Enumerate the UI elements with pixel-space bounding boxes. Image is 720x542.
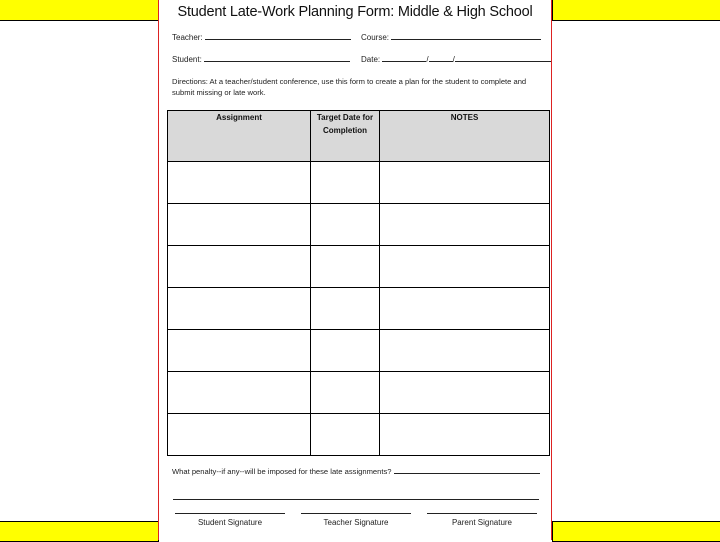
table-row — [168, 288, 550, 330]
assignment-cell[interactable] — [168, 330, 311, 372]
assignment-table — [167, 110, 550, 456]
yellow-band-top-right — [552, 0, 720, 21]
student-blank[interactable] — [204, 54, 350, 62]
yellow-band-bottom-left — [0, 521, 159, 542]
target-date-cell[interactable] — [311, 330, 380, 372]
course-field[interactable] — [361, 32, 541, 42]
form-page — [158, 0, 552, 540]
assignment-cell[interactable] — [168, 246, 311, 288]
target-date-cell[interactable] — [311, 162, 380, 204]
teacher-field[interactable] — [172, 32, 351, 42]
target-date-cell[interactable] — [311, 288, 380, 330]
penalty-label: What penalty--if any--will be imposed for these late assignments? — [172, 467, 392, 476]
date-day-blank[interactable] — [429, 54, 453, 62]
date-year-blank[interactable] — [455, 54, 551, 62]
assignment-cell[interactable] — [168, 372, 311, 414]
date-field[interactable]: Date: / / — [361, 54, 551, 64]
table-row — [168, 372, 550, 414]
parent-signature-label: Parent Signature — [451, 518, 513, 527]
parent-signature-block[interactable] — [423, 513, 541, 527]
student-signature-line[interactable] — [175, 513, 285, 514]
form-title: Student Late-Work Planning Form: Middle & High School — [177, 4, 533, 20]
teacher-blank[interactable] — [205, 32, 351, 40]
penalty-blank[interactable] — [394, 466, 540, 474]
penalty-question[interactable] — [172, 466, 540, 476]
date-month-blank[interactable] — [382, 54, 426, 62]
table-row — [168, 246, 550, 288]
date-label: Date: — [361, 55, 381, 64]
target-date-cell[interactable] — [311, 414, 380, 456]
teacher-signature-line[interactable] — [301, 513, 411, 514]
teacher-signature-block[interactable] — [297, 513, 415, 527]
notes-cell[interactable] — [380, 414, 550, 456]
teacher-signature-label: Teacher Signature — [323, 518, 389, 527]
course-blank[interactable] — [391, 32, 541, 40]
table-row — [168, 414, 550, 456]
assignment-cell[interactable] — [168, 414, 311, 456]
student-signature-label: Student Signature — [197, 518, 263, 527]
yellow-band-top-left — [0, 0, 159, 21]
assignment-cell[interactable] — [168, 204, 311, 246]
target-date-cell[interactable] — [311, 246, 380, 288]
table-header-row — [168, 111, 550, 162]
table-row — [168, 162, 550, 204]
student-signature-block[interactable] — [171, 513, 289, 527]
notes-cell[interactable] — [380, 246, 550, 288]
notes-cell[interactable] — [380, 162, 550, 204]
penalty-continuation-line[interactable] — [173, 499, 539, 500]
header-assignment: Assignment — [168, 111, 311, 162]
target-date-cell[interactable] — [311, 372, 380, 414]
course-label: Course: — [361, 33, 390, 42]
teacher-label: Teacher: — [172, 33, 203, 42]
student-field[interactable] — [172, 54, 350, 64]
notes-cell[interactable] — [380, 372, 550, 414]
yellow-band-bottom-right — [552, 521, 720, 542]
notes-cell[interactable] — [380, 288, 550, 330]
assignment-cell[interactable] — [168, 288, 311, 330]
notes-cell[interactable] — [380, 330, 550, 372]
target-date-cell[interactable] — [311, 204, 380, 246]
table-row — [168, 204, 550, 246]
header-target-date: Target Date for Completion — [311, 111, 380, 162]
parent-signature-line[interactable] — [427, 513, 537, 514]
directions-text: Directions: At a teacher/student conference, use this form to create a plan for the student to complete and submit missing or late work. — [172, 77, 527, 97]
assignment-cell[interactable] — [168, 162, 311, 204]
student-label: Student: — [172, 55, 202, 64]
notes-cell[interactable] — [380, 204, 550, 246]
header-notes: NOTES — [380, 111, 550, 162]
table-row — [168, 330, 550, 372]
